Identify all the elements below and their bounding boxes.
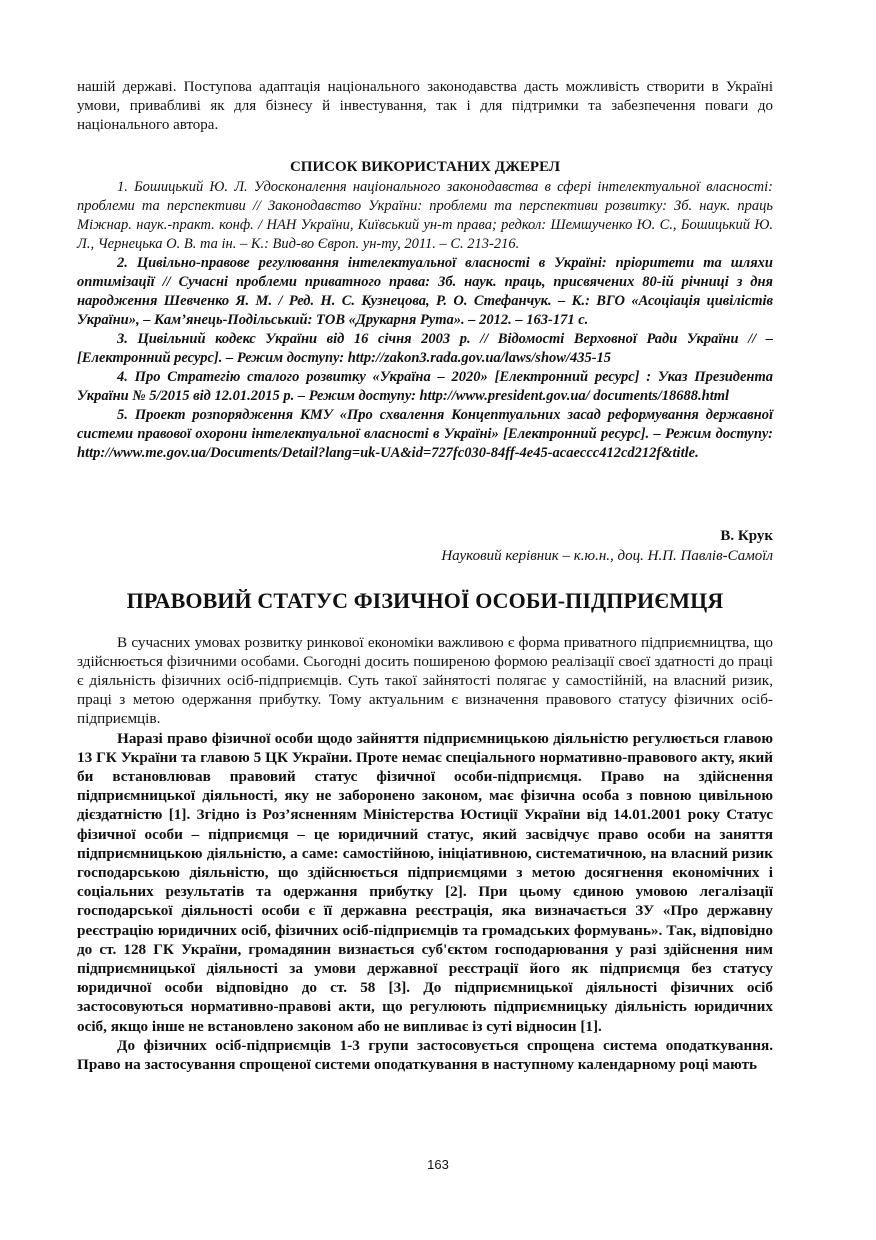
reference-item: 4. Про Стратегію сталого розвитку «Україна – 2020» [Електронний ресурс] : Указ Президента України № 5/2015 від 12.01.2015 р. – Режим доступу: http://www.president.gov.ua/ documents/18688.html (77, 368, 773, 404)
reference-item: 3. Цивільний кодекс України від 16 січня 2003 р. // Відомості Верховної Ради України // – [Електронний ресурс]. – Режим доступу: http://zakon3.rada.gov.ua/laws/show/435-15 (77, 330, 773, 366)
page-number: 163 (427, 1157, 449, 1172)
intro-paragraph: нашій державі. Поступова адаптація національного законодавства дасть можливість створити в Україні умови, привабливі як для бізнесу й інвестування, так і для підтримки та забезпечення поваги до національного автора. (77, 79, 773, 134)
body-paragraph: В сучасних умовах розвитку ринкової економіки важливою є форма приватного підприємництва, що здійснюється фізичними особами. Сьогодні досить поширеною формою реалізації своєї здатності до праці є діяльність фізичних осіб-підприємців. Суть такої зайнятості полягає у самостійній, на власний ризик, праці з метою одержання прибутку. Тому актуальним є визначення правового статусу фізичних осіб-підприємців. (77, 633, 773, 728)
supervisor-line: Науковий керівник – к.ю.н., доц. Н.П. Павлів-Самоїл (441, 547, 773, 564)
reference-item: 2. Цивільно-правове регулювання інтелектуальної власності в Україні: пріоритети та шляхи оптимізації // Сучасні проблеми приватного права: Зб. наук. праць, присвячених 80-ій річниці з дня народження Шевченко Я. М. / Ред. Н. С. Кузнецова, Р. О. Стефанчук. – К.: ВГО «Асоціація цивілістів України», – Кам’янець-Подільський: ТОВ «Друкарня Рута». – 2012. – 163-171 с. (77, 254, 773, 328)
author-block (77, 526, 773, 566)
article-title: ПРАВОВИЙ СТАТУС ФІЗИЧНОЇ ОСОБИ-ПІДПРИЄМЦЯ (126, 587, 724, 613)
author-name: В. Крук (720, 527, 773, 544)
reference-item: 5. Проект розпорядження КМУ «Про схвалення Концептуальних засад реформування державної системи правової охорони інтелектуальної власності в Україні» [Електронний ресурс]. – Режим доступу: http://www.me.gov.ua/Documents/Detail?lang=uk-UA&id=727fc030-84ff-4e45-acaeccc412cd212f&title. (77, 406, 773, 461)
document-page (77, 78, 773, 1074)
reference-item: 1. Бошицький Ю. Л. Удосконалення національного законодавства в сфері інтелектуальної власності: проблеми та перспективи // Законодавство України: проблеми та перспективи розвитку: Зб. наук. праць Міжнар. наук.-практ. конф. / НАН України, Київський ун-т права; редкол: Шемшученко Ю. С., Бошицький Ю. Л., Чернецька О. В. та ін. – К.: Вид-во Європ. ун-ту, 2011. – С. 213-216. (77, 178, 773, 252)
references-title: СПИСОК ВИКОРИСТАНИХ ДЖЕРЕЛ (289, 158, 561, 175)
intro-section (77, 78, 773, 136)
references-list (77, 178, 773, 463)
body-paragraph: До фізичних осіб-підприємців 1-3 групи застосовується спрощена система оподаткування. Право на застосування спрощеної системи оподаткування в наступному календарному році мають (77, 1036, 773, 1074)
article-body (77, 633, 773, 1075)
body-paragraph: Наразі право фізичної особи щодо зайняття підприємницькою діяльністю регулюється главою 13 ГК України та главою 5 ЦК України. Проте немає спеціального нормативно-правового акту, який би встановлював правовий статус фізичної особи-підприємця. Право на здійснення підприємницької діяльності, яку не заборонено законом, має фізична особа з повною цивільною дієздатністю [1]. Згідно із Роз’ясненням Міністерства Юстиції України від 14.01.2001 року Статус фізичної особи – підприємця – це юридичний статус, який засвідчує право особи на заняття підприємницькою діяльністю, а саме: самостійною, ініціативною, систематичною, на власний ризик господарською діяльністю, що здійснюється підприємцями з метою досягнення економічних і соціальних результатів та одержання прибутку [2]. При цьому єдиною умовою легалізації господарської діяльності особи є її державна реєстрація, яка визначається ЗУ «Про державну реєстрацію юридичних осіб, фізичних осіб-підприємців та громадських формувань». Так, відповідно до ст. 128 ГК України, громадянин визнається суб'єктом господарювання у разі здійснення ним підприємницької діяльності за умови державної реєстрації його як підприємця без статусу юридичної особи відповідно до ст. 58 [3]. До підприємницької діяльності фізичних осіб застосовуються нормативно-правові акти, що регулюють підприємницьку діяльність юридичних осіб, якщо інше не встановлено законом або не випливає із суті відносин [1]. (77, 729, 773, 1035)
